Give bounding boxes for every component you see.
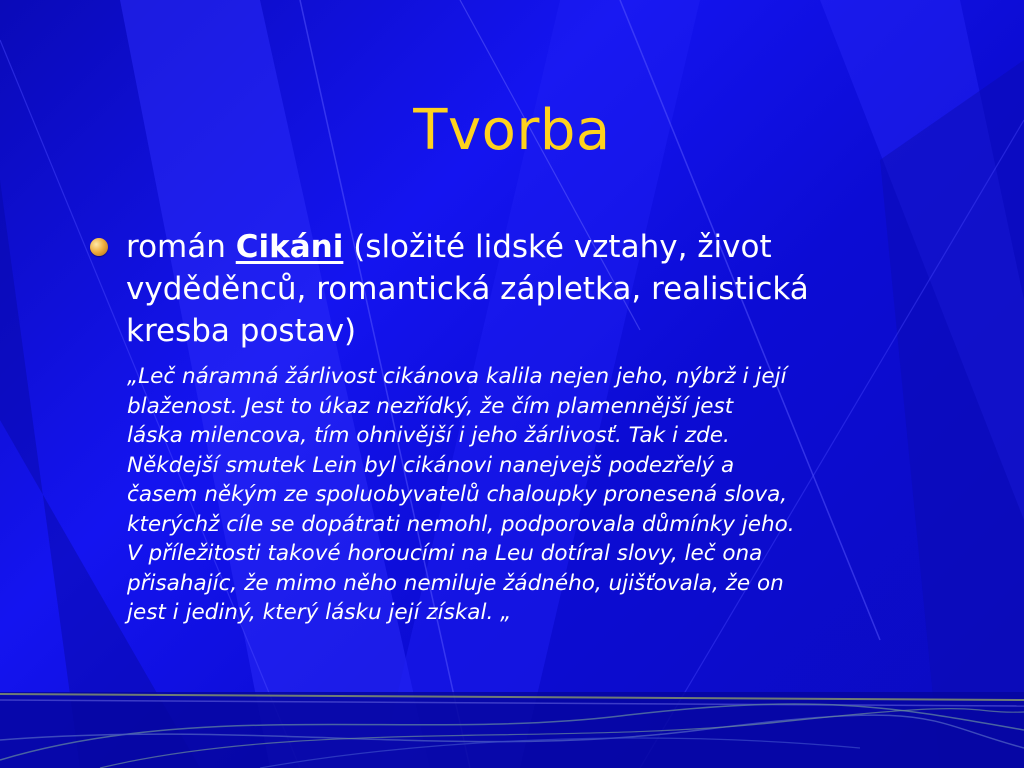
quote-line: kterýchž cíle se dopátrati nemohl, podporovala důmínky jeho. [127,511,795,537]
slide-title: Tvorba [413,98,611,163]
quote-line: láska milencova, tím ohnivější i jeho žárlivosť. Tak i zde. [127,423,730,448]
quote-line: jest i jediný, který lásku její získal. „ [127,600,512,625]
bullet-line3: kresba postav) [126,313,357,349]
quote-line: „Leč náramná žárlivost cikánova kalila nejen jeho, nýbrž i její [127,364,787,389]
book-title-link[interactable]: Cikáni [235,229,344,265]
bullet-prefix: román [126,229,236,265]
quote-line: časem někým ze spoluobyvatelů chaloupky pronesená slova, [127,482,788,507]
quote-line: Někdejší smutek Lein byl cikánovi nanejvejš podezřelý a [127,452,735,478]
quote-line: přisahajíc, že mimo něho nemiluje žádného, ujišťovala, že on [127,570,784,596]
quote-line: V příležitosti takové horoucími na Leu dotíral slovy, leč ona [127,541,763,566]
quote-block [127,362,957,628]
bullet-line2: vyděděnců, romantická zápletka, realistická [126,271,809,307]
quote-line: blaženost. Jest to úkaz nezřídký, že čím plamennější jest [127,393,734,419]
bullet-line1-rest: (složité lidské vztahy, život [343,229,772,265]
gold-sphere-bullet-icon [90,238,108,256]
bullet-text [126,226,966,352]
